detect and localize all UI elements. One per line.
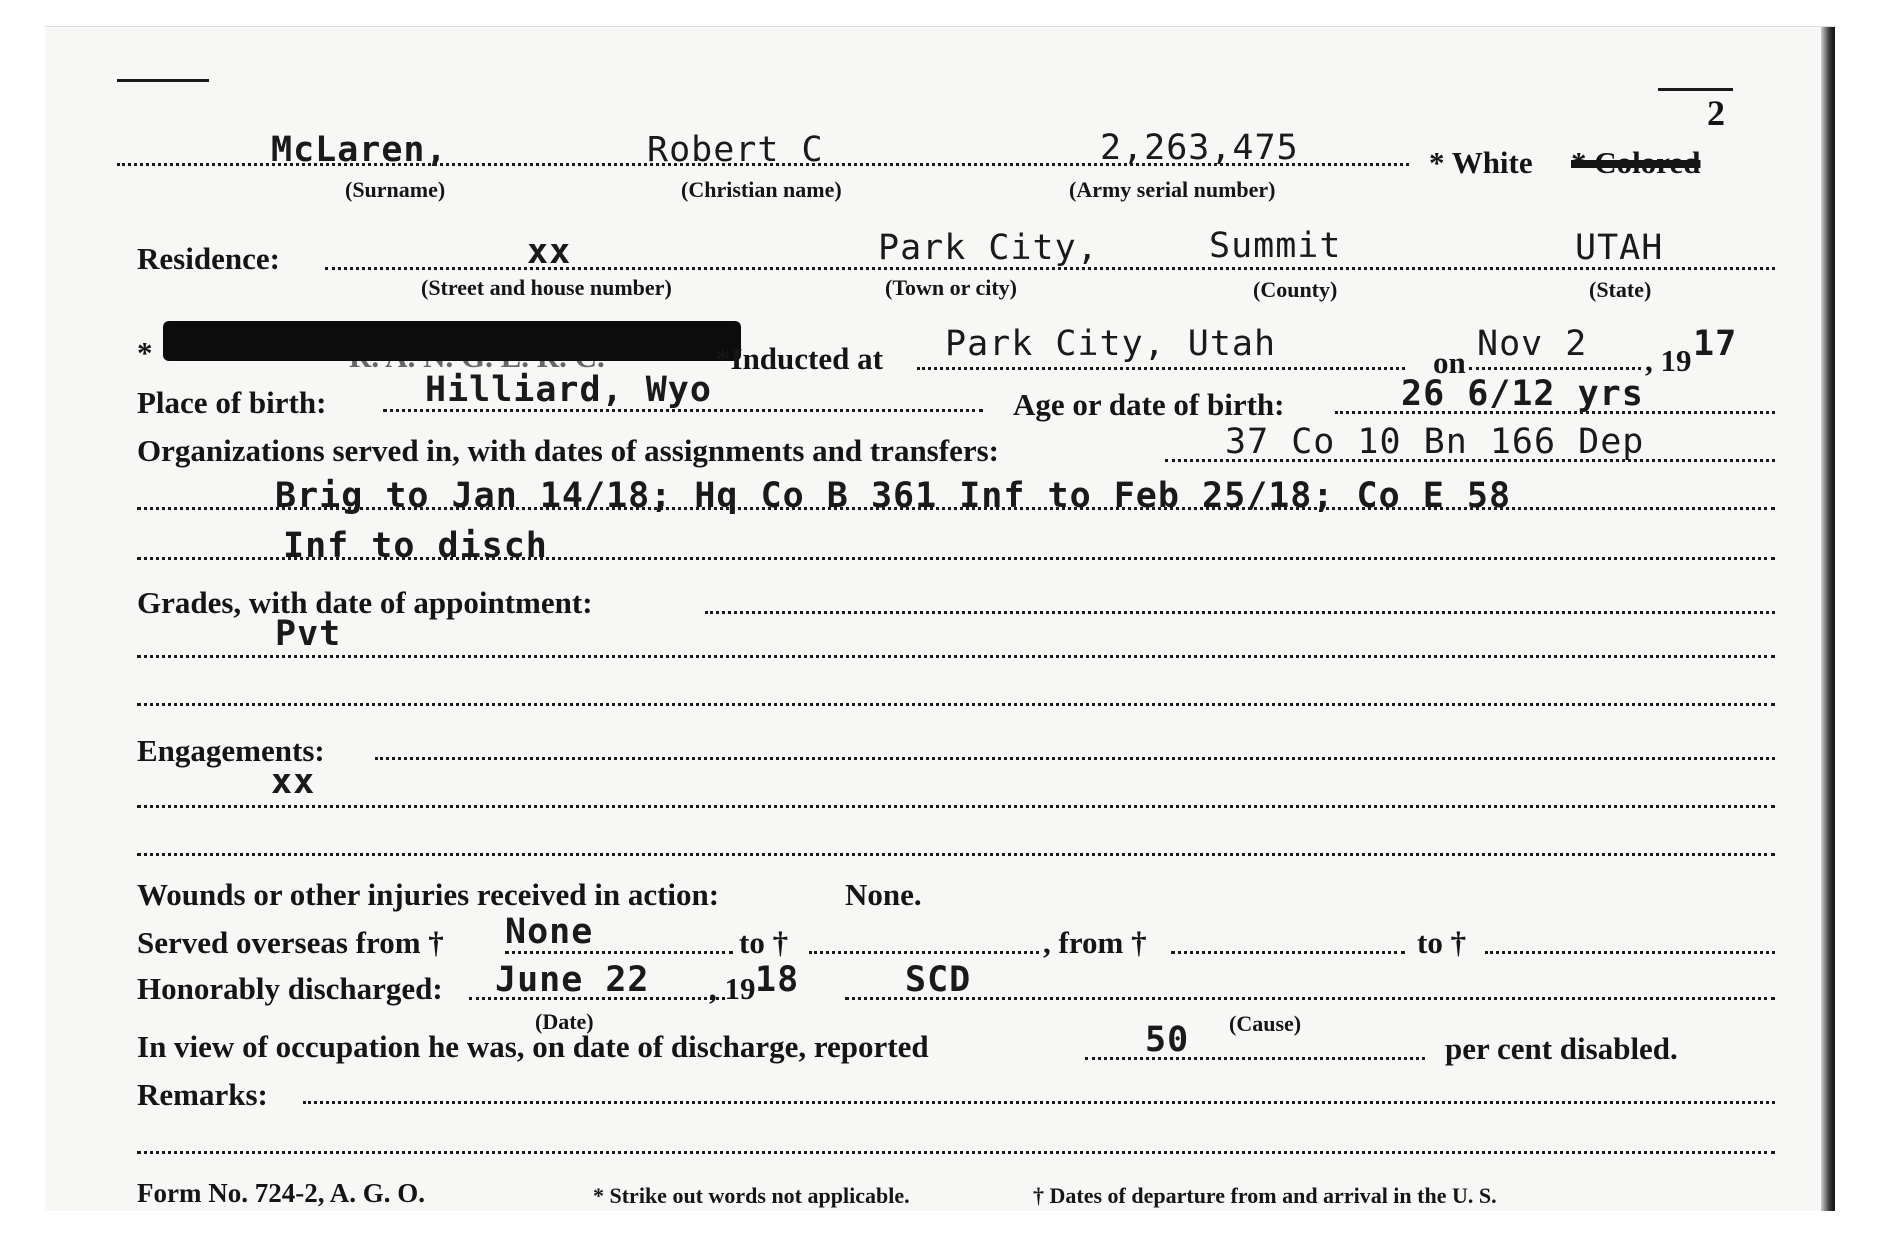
- organizations-value-2: Brig to Jan 14/18; Hq Co B 361 Inf to Feb 25/18; Co E 58: [275, 476, 1512, 516]
- remarks-label: Remarks:: [137, 1077, 268, 1112]
- overseas-from-line-2: [1171, 951, 1405, 954]
- label-christian-name: (Christian name): [681, 177, 842, 202]
- grades-line-1: [705, 611, 1775, 614]
- discharge-year-prefix: , 19: [709, 971, 756, 1006]
- induction-year-suffix: 17: [1693, 324, 1738, 364]
- organizations-label: Organizations served in, with dates of assignments and transfers:: [137, 433, 999, 468]
- label-county: (County): [1253, 277, 1338, 302]
- inducted-label: *Inducted at: [715, 341, 883, 376]
- wounds-value: None.: [845, 877, 922, 912]
- disability-suffix: per cent disabled.: [1445, 1031, 1678, 1066]
- disability-label: In view of occupation he was, on date of discharge, reported: [137, 1029, 929, 1064]
- enlistment-star: *: [137, 335, 153, 370]
- induction-year-prefix: , 19: [1645, 343, 1692, 378]
- age-label: Age or date of birth:: [1013, 387, 1285, 422]
- discharge-cause-line: [845, 997, 1775, 1000]
- inducted-line: [917, 367, 1405, 370]
- card-edge-shadow: [1821, 27, 1835, 1211]
- engagements-line-3: [137, 853, 1775, 856]
- overseas-from-value: None: [505, 912, 594, 952]
- overseas-to-label-1: to †: [739, 925, 789, 960]
- residence-county-value: Summit: [1209, 226, 1342, 266]
- service-record-card: [45, 26, 1835, 1211]
- race-colored-struck: * Colored: [1571, 145, 1701, 180]
- inducted-place-value: Park City, Utah: [945, 324, 1277, 364]
- organizations-value-3: Inf to disch: [283, 526, 548, 566]
- wounds-label: Wounds or other injuries received in action:: [137, 877, 720, 912]
- label-street: (Street and house number): [421, 275, 672, 300]
- induction-date-line: [1469, 367, 1641, 370]
- discharge-year-suffix: 18: [755, 960, 800, 1000]
- residence-label: Residence:: [137, 241, 280, 276]
- discharge-label: Honorably discharged:: [137, 971, 443, 1006]
- overseas-to-line-2: [1485, 951, 1775, 954]
- place-of-birth-value: Hilliard, Wyo: [425, 370, 712, 410]
- engagements-line-1: [375, 757, 1775, 760]
- discharge-date-value: June 22: [495, 960, 650, 1000]
- remarks-line-2: [137, 1151, 1775, 1154]
- residence-town-value: Park City,: [878, 228, 1099, 268]
- overseas-from-label: Served overseas from †: [137, 925, 444, 960]
- label-surname: (Surname): [345, 177, 446, 202]
- grades-value: Pvt: [275, 614, 342, 654]
- engagements-value: xx: [271, 762, 316, 802]
- christian-name-value: Robert C: [647, 130, 824, 170]
- label-state: (State): [1589, 277, 1652, 302]
- label-serial-number: (Army serial number): [1069, 177, 1276, 202]
- organizations-value-1: 37 Co 10 Bn 166 Dep: [1225, 422, 1645, 462]
- label-discharge-cause: (Cause): [1229, 1011, 1302, 1036]
- on-label: on: [1433, 345, 1466, 380]
- overseas-to-label-2: to †: [1417, 925, 1467, 960]
- grades-line-2: [137, 655, 1775, 658]
- overseas-to-line-1: [809, 951, 1039, 954]
- engagements-line-2: [137, 805, 1775, 808]
- form-number: Form No. 724-2, A. G. O.: [137, 1178, 425, 1208]
- race-white: * White: [1429, 145, 1533, 180]
- footer-note-strike: * Strike out words not applicable.: [593, 1183, 910, 1208]
- induction-date-value: Nov 2: [1477, 324, 1588, 364]
- place-of-birth-label: Place of birth:: [137, 385, 327, 420]
- footer-note-dates: † Dates of departure from and arrival in the U. S.: [1033, 1183, 1497, 1208]
- top-right-rule: [1658, 88, 1733, 91]
- top-left-rule: [117, 79, 209, 82]
- label-discharge-date: (Date): [535, 1009, 594, 1034]
- overseas-from-label-2: , from †: [1043, 925, 1147, 960]
- disability-line: [1085, 1057, 1425, 1060]
- engagements-label: Engagements:: [137, 733, 325, 768]
- discharge-cause-value: SCD: [905, 960, 972, 1000]
- disability-percent: 50: [1145, 1020, 1190, 1060]
- label-town: (Town or city): [885, 275, 1017, 300]
- surname-value: McLaren,: [271, 130, 448, 170]
- grades-line-3: [137, 703, 1775, 706]
- grades-label: Grades, with date of appointment:: [137, 585, 593, 620]
- age-value: 26 6/12 yrs: [1401, 374, 1644, 414]
- residence-state-value: UTAH: [1575, 228, 1664, 268]
- remarks-line-1: [303, 1101, 1775, 1104]
- residence-street-value: xx: [527, 232, 572, 272]
- redaction-bar: [163, 321, 741, 361]
- card-number: 2: [1707, 93, 1725, 133]
- serial-number-value: 2,263,475: [1100, 128, 1299, 168]
